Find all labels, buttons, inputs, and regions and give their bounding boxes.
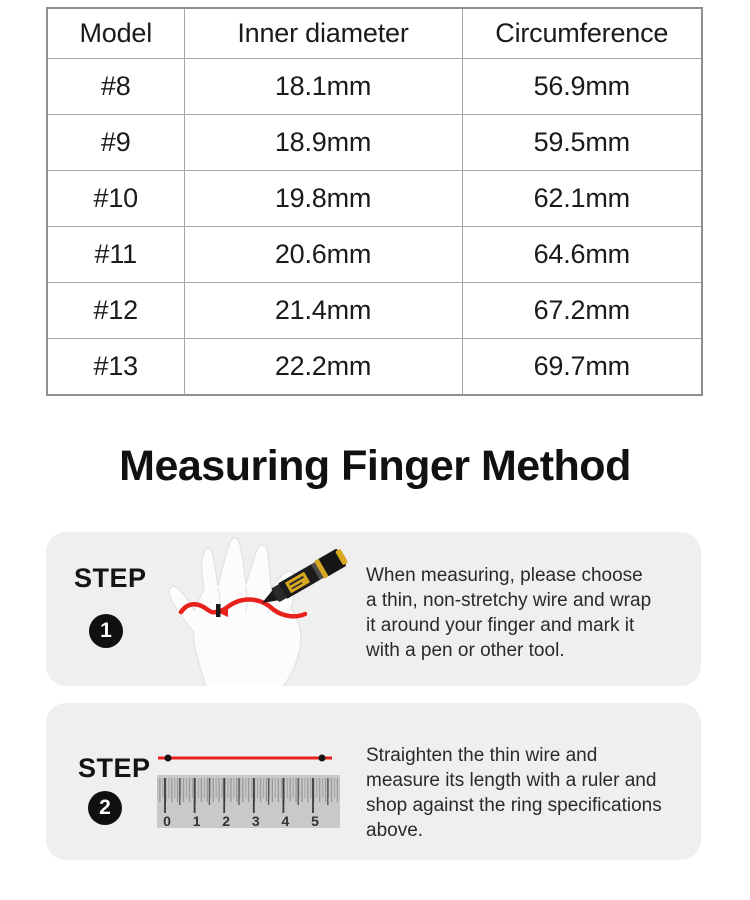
step1-number-badge (89, 614, 123, 648)
cell-circumference: 59.5mm (462, 115, 702, 171)
table-row (47, 339, 702, 396)
description-line: a thin, non-stretchy wire and wrap (366, 590, 652, 611)
step1-label: STEP (74, 563, 147, 593)
cell-circumference: 56.9mm (462, 59, 702, 115)
step2-card (46, 703, 701, 860)
cell-model: #12 (47, 283, 184, 339)
column-header-model: Model (47, 8, 184, 59)
ring-size-table (46, 7, 703, 396)
cell-circumference: 64.6mm (462, 227, 702, 283)
table-header-row (47, 8, 702, 59)
ruler-number: 5 (311, 813, 319, 829)
ruler-number: 1 (192, 813, 201, 829)
cell-inner-diameter: 18.1mm (184, 59, 462, 115)
table-row (47, 171, 702, 227)
cell-model: #9 (47, 115, 184, 171)
cell-model: #10 (47, 171, 184, 227)
cell-inner-diameter: 19.8mm (184, 171, 462, 227)
description-line: shop against the ring specifications (366, 795, 662, 816)
description-line: it around your finger and mark it (366, 615, 635, 636)
cell-model: #13 (47, 339, 184, 396)
hand-measure-illustration (164, 536, 369, 686)
step1-number: 1 (100, 619, 112, 642)
table-row (47, 59, 702, 115)
ruler-number: 4 (281, 813, 290, 829)
step2-number-badge (88, 791, 122, 825)
ruler-number: 0 (163, 813, 171, 829)
table-row (47, 227, 702, 283)
description-line: measure its length with a ruler and (366, 770, 657, 791)
step1-description (366, 563, 696, 663)
cell-circumference: 62.1mm (462, 171, 702, 227)
cell-model: #8 (47, 59, 184, 115)
description-line: with a pen or other tool. (366, 640, 565, 661)
table-row (47, 115, 702, 171)
ruler-number: 2 (222, 813, 231, 829)
cell-inner-diameter: 22.2mm (184, 339, 462, 396)
step1-card (46, 532, 701, 686)
description-line: When measuring, please choose (366, 565, 643, 586)
table-row (47, 283, 702, 339)
step2-number: 2 (99, 796, 111, 819)
cell-inner-diameter: 20.6mm (184, 227, 462, 283)
cell-model: #11 (47, 227, 184, 283)
straight-wire-line (158, 755, 332, 762)
ruler-icon (157, 775, 340, 829)
cell-circumference: 69.7mm (462, 339, 702, 396)
description-line: above. (366, 820, 424, 841)
cell-inner-diameter: 21.4mm (184, 283, 462, 339)
cell-inner-diameter: 18.9mm (184, 115, 462, 171)
pen-mark (216, 604, 221, 617)
step2-description (366, 743, 696, 843)
column-header-circumference: Circumference (462, 8, 702, 59)
page-title: Measuring Finger Method (119, 442, 631, 490)
step2-label: STEP (78, 753, 151, 783)
ruler-number: 3 (251, 813, 260, 829)
column-header-inner-diameter: Inner diameter (184, 8, 462, 59)
description-line: Straighten the thin wire and (366, 745, 598, 766)
cell-circumference: 67.2mm (462, 283, 702, 339)
ruler-illustration (152, 747, 352, 843)
